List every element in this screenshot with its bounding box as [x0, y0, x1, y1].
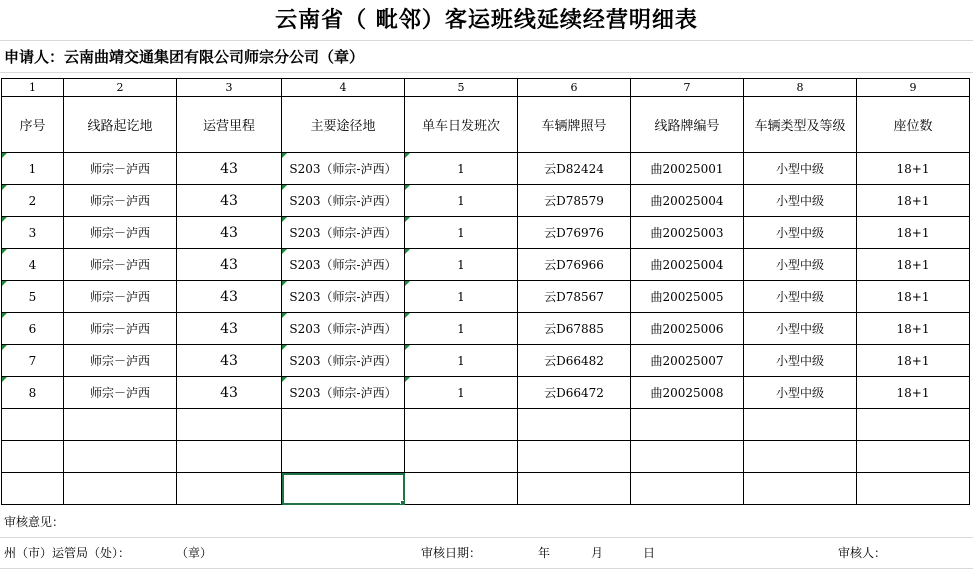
table-cell[interactable]: 云D78579 [518, 185, 631, 217]
empty-cell[interactable] [177, 473, 282, 505]
column-header[interactable]: 序号 [2, 97, 64, 153]
table-cell[interactable]: 18+1 [857, 249, 970, 281]
table-cell[interactable]: S203（师宗-泸西） [282, 153, 405, 185]
table-cell[interactable]: 1 [405, 377, 518, 409]
empty-cell[interactable] [857, 473, 970, 505]
empty-cell[interactable] [518, 473, 631, 505]
review-date-label: 审核日期： [421, 546, 482, 560]
table-cell[interactable]: 3 [2, 217, 64, 249]
table-cell[interactable]: 43 [177, 217, 282, 249]
table-cell[interactable]: 小型中级 [744, 153, 857, 185]
table-cell[interactable]: 18+1 [857, 217, 970, 249]
table-cell[interactable]: S203（师宗-泸西） [282, 249, 405, 281]
empty-cell[interactable] [405, 473, 518, 505]
table-cell[interactable]: 小型中级 [744, 377, 857, 409]
column-number-cell[interactable]: 6 [518, 79, 631, 97]
empty-cell[interactable] [518, 441, 631, 473]
table-cell[interactable]: 43 [177, 377, 282, 409]
table-cell[interactable]: 云D76976 [518, 217, 631, 249]
table-cell[interactable]: 小型中级 [744, 217, 857, 249]
table-cell[interactable]: 师宗－泸西 [64, 217, 177, 249]
column-number-cell[interactable]: 5 [405, 79, 518, 97]
empty-cell[interactable] [631, 441, 744, 473]
table-cell[interactable]: 18+1 [857, 313, 970, 345]
table-cell[interactable]: 1 [405, 345, 518, 377]
table-cell[interactable]: 曲20025008 [631, 377, 744, 409]
review-opinion-label: 审核意见： [4, 515, 65, 529]
table-cell[interactable]: 18+1 [857, 377, 970, 409]
table-cell[interactable]: 8 [2, 377, 64, 409]
table-row [2, 377, 970, 409]
table-cell[interactable]: 曲20025003 [631, 217, 744, 249]
gridline [0, 40, 973, 41]
column-number-cell[interactable]: 7 [631, 79, 744, 97]
table-cell[interactable]: 小型中级 [744, 313, 857, 345]
column-header[interactable]: 单车日发班次 [405, 97, 518, 153]
column-number-row [2, 79, 970, 97]
table-cell[interactable]: 曲20025001 [631, 153, 744, 185]
table-cell[interactable]: 曲20025007 [631, 345, 744, 377]
table-cell[interactable]: 18+1 [857, 153, 970, 185]
column-header[interactable]: 主要途径地 [282, 97, 405, 153]
empty-cell[interactable] [282, 441, 405, 473]
empty-cell[interactable] [405, 409, 518, 441]
applicant-line: 申请人：云南曲靖交通集团有限公司师宗分公司（章） [4, 48, 365, 66]
page-title: 云南省（ 毗邻）客运班线延续经营明细表 [275, 7, 698, 33]
empty-cell[interactable] [64, 441, 177, 473]
table-cell[interactable]: 5 [2, 281, 64, 313]
empty-cell[interactable] [405, 441, 518, 473]
column-header[interactable]: 线路牌编号 [631, 97, 744, 153]
empty-cell[interactable] [744, 441, 857, 473]
table-cell[interactable]: 43 [177, 249, 282, 281]
detail-table [1, 78, 970, 505]
table-row [2, 281, 970, 313]
table-cell[interactable]: 43 [177, 153, 282, 185]
table-cell[interactable]: 曲20025006 [631, 313, 744, 345]
table-cell[interactable]: 师宗－泸西 [64, 185, 177, 217]
table-cell[interactable]: 小型中级 [744, 185, 857, 217]
column-header[interactable]: 运营里程 [177, 97, 282, 153]
table-row [2, 249, 970, 281]
month-label: 月 [591, 546, 604, 560]
table-row [2, 185, 970, 217]
table-cell[interactable]: 师宗－泸西 [64, 281, 177, 313]
table-cell[interactable]: 43 [177, 313, 282, 345]
column-header[interactable]: 座位数 [857, 97, 970, 153]
column-header[interactable]: 线路起讫地 [64, 97, 177, 153]
table-cell[interactable]: 18+1 [857, 281, 970, 313]
empty-cell[interactable] [177, 409, 282, 441]
table-cell[interactable]: 云D66472 [518, 377, 631, 409]
empty-cell[interactable] [744, 473, 857, 505]
table-cell[interactable]: 小型中级 [744, 281, 857, 313]
empty-cell[interactable] [282, 409, 405, 441]
table-cell[interactable]: 43 [177, 281, 282, 313]
empty-row [2, 441, 970, 473]
selected-cell[interactable] [282, 473, 405, 505]
table-cell[interactable]: 云D67885 [518, 313, 631, 345]
table-row [2, 345, 970, 377]
empty-cell[interactable] [2, 441, 64, 473]
empty-cell[interactable] [64, 473, 177, 505]
table-cell[interactable]: 7 [2, 345, 64, 377]
table-cell[interactable]: 4 [2, 249, 64, 281]
empty-row [2, 473, 970, 505]
table-cell[interactable]: 师宗－泸西 [64, 313, 177, 345]
empty-cell[interactable] [177, 441, 282, 473]
column-number-cell[interactable]: 1 [2, 79, 64, 97]
table-cell[interactable]: 曲20025005 [631, 281, 744, 313]
table-cell[interactable]: S203（师宗-泸西） [282, 185, 405, 217]
empty-cell[interactable] [631, 473, 744, 505]
column-header[interactable]: 车辆牌照号 [518, 97, 631, 153]
table-cell[interactable]: 1 [405, 313, 518, 345]
table-row [2, 217, 970, 249]
table-cell[interactable]: 师宗－泸西 [64, 249, 177, 281]
empty-cell[interactable] [518, 409, 631, 441]
empty-row [2, 409, 970, 441]
column-number-cell[interactable]: 9 [857, 79, 970, 97]
gridline [0, 537, 973, 538]
table-cell[interactable]: 师宗－泸西 [64, 345, 177, 377]
table-cell[interactable]: 云D66482 [518, 345, 631, 377]
table-cell[interactable]: 2 [2, 185, 64, 217]
empty-cell[interactable] [744, 409, 857, 441]
table-cell[interactable]: 师宗－泸西 [64, 377, 177, 409]
table-cell[interactable]: 43 [177, 345, 282, 377]
table-cell[interactable]: 1 [2, 153, 64, 185]
table-cell[interactable]: S203（师宗-泸西） [282, 377, 405, 409]
table-cell[interactable]: 18+1 [857, 345, 970, 377]
table-cell[interactable]: 1 [405, 281, 518, 313]
table-cell[interactable]: 师宗－泸西 [64, 153, 177, 185]
table-cell[interactable]: 云D78567 [518, 281, 631, 313]
table-cell[interactable]: 小型中级 [744, 345, 857, 377]
table-cell[interactable]: 1 [405, 153, 518, 185]
header-row [2, 97, 970, 153]
empty-cell[interactable] [631, 409, 744, 441]
bureau-label: 州（市）运管局（处）： [4, 546, 131, 560]
column-number-cell[interactable]: 8 [744, 79, 857, 97]
table-cell[interactable]: S203（师宗-泸西） [282, 281, 405, 313]
gridline [0, 72, 973, 73]
table-row [2, 313, 970, 345]
gridline [0, 568, 973, 569]
empty-cell[interactable] [857, 441, 970, 473]
empty-cell[interactable] [64, 409, 177, 441]
table-cell[interactable]: 小型中级 [744, 249, 857, 281]
empty-cell[interactable] [2, 409, 64, 441]
table-cell[interactable]: 6 [2, 313, 64, 345]
empty-cell[interactable] [857, 409, 970, 441]
table-cell[interactable]: 云D76966 [518, 249, 631, 281]
column-number-cell[interactable]: 2 [64, 79, 177, 97]
reviewer-label: 审核人： [838, 546, 887, 560]
year-label: 年 [538, 546, 551, 560]
seal-label: （章） [176, 546, 213, 560]
column-number-cell[interactable]: 4 [282, 79, 405, 97]
column-header[interactable]: 车辆类型及等级 [744, 97, 857, 153]
table-cell[interactable]: 1 [405, 217, 518, 249]
table-cell[interactable]: S203（师宗-泸西） [282, 313, 405, 345]
table-cell[interactable]: 1 [405, 185, 518, 217]
column-number-cell[interactable]: 3 [177, 79, 282, 97]
empty-cell[interactable] [2, 473, 64, 505]
table-cell[interactable]: 云D82424 [518, 153, 631, 185]
table-cell[interactable]: S203（师宗-泸西） [282, 217, 405, 249]
day-label: 日 [643, 546, 656, 560]
table-row [2, 153, 970, 185]
table-cell[interactable]: S203（师宗-泸西） [282, 345, 405, 377]
table-cell[interactable]: 曲20025004 [631, 185, 744, 217]
table-cell[interactable]: 18+1 [857, 185, 970, 217]
table-cell[interactable]: 1 [405, 249, 518, 281]
table-cell[interactable]: 43 [177, 185, 282, 217]
table-cell[interactable]: 曲20025004 [631, 249, 744, 281]
